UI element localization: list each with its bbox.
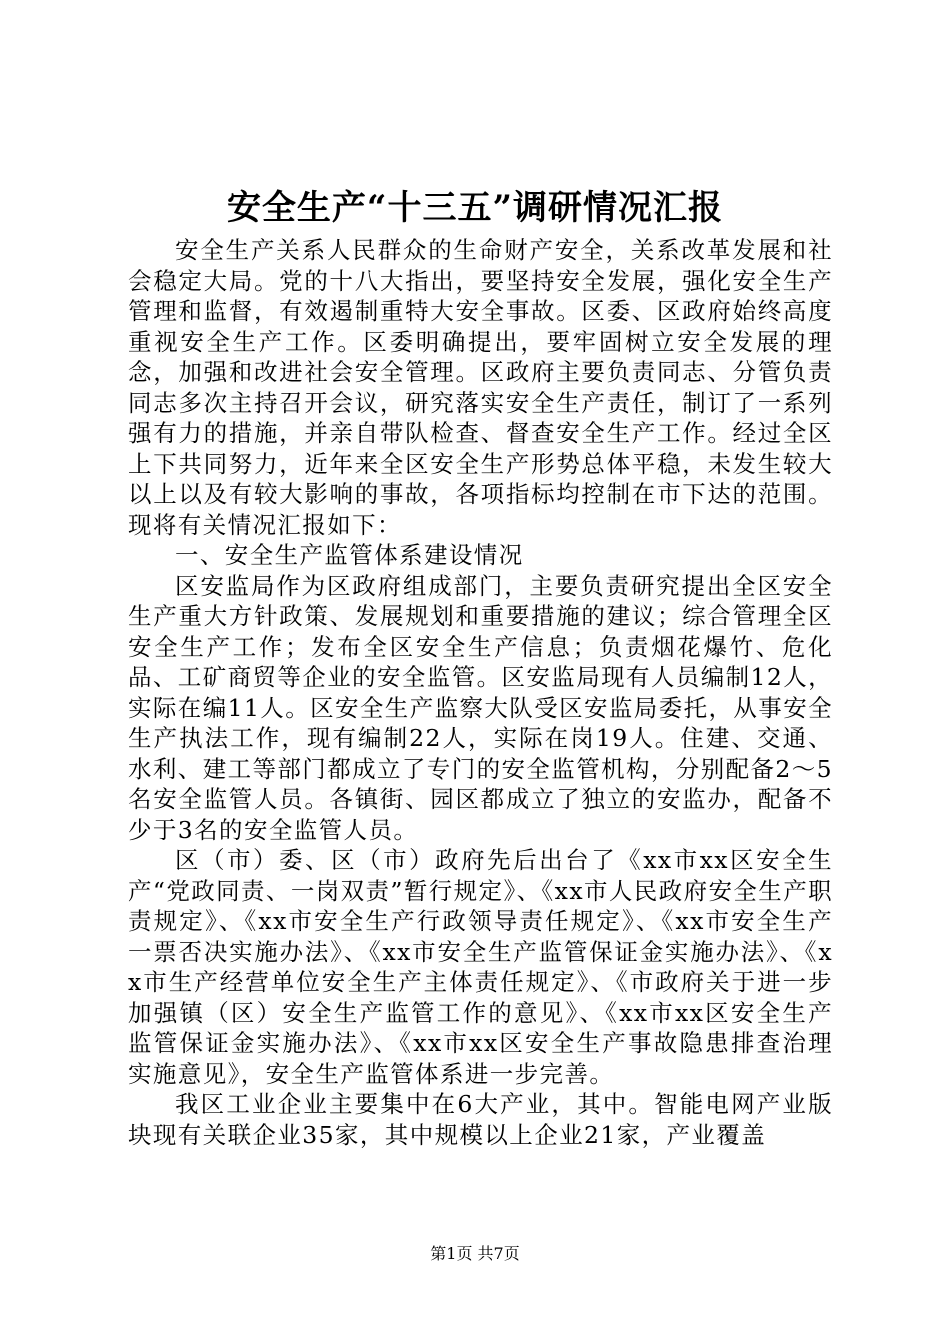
- body-paragraph: 区（市）委、区（市）政府先后出台了《xx市xx区安全生产“党政同责、一岗双责”暂行规定》、《xx市人民政府安全生产职责规定》、《xx市安全生产行政领导责任规定》、《xx市安全生产一票否决实施办法》、《xx市安全生产监管保证金实施办法》、《xx市生产经营单位安全生产主体责任规定》、《市政府关于进一步加强镇（区）安全生产监管工作的意见》、《xx市xx区安全生产监管保证金实施办法》、《xx市xx区安全生产事故隐患排查治理实施意见》，安全生产监管体系进一步完善。: [128, 846, 833, 1088]
- document-title: 安全生产“十三五”调研情况汇报: [226, 188, 724, 228]
- body-paragraph: 我区工业企业主要集中在6大产业，其中。智能电网产业版块现有关联企业35家，其中规模以上企业21家，产业覆盖: [128, 1090, 833, 1149]
- body-paragraph: 区安监局作为区政府组成部门，主要负责研究提出全区安全生产重大方针政策、发展规划和重要措施的建议；综合管理全区安全生产工作；发布全区安全生产信息；负责烟花爆竹、危化品、工矿商贸等企业的安全监管。区安监局现有人员编制12人，实际在编11人。区安全生产监察大队受区安监局委托，从事安全生产执法工作，现有编制22人，实际在岗19人。住建、交通、水利、建工等部门都成立了专门的安全监管机构，分别配备2～5名安全监管人员。各镇街、园区都成立了独立的安监办，配备不少于3名的安全监管人员。: [128, 571, 834, 844]
- section-heading-1: 一、安全生产监管体系建设情况: [175, 541, 524, 569]
- intro-paragraph: 安全生产关系人民群众的生命财产安全，关系改革发展和社会稳定大局。党的十八大指出，要坚持安全发展，强化安全生产管理和监督，有效遏制重特大安全事故。区委、区政府始终高度重视安全生产工作。区委明确提出，要牢固树立安全发展的理念，加强和改进社会安全管理。区政府主要负责同志、分管负责同志多次主持召开会议，研究落实安全生产责任，制订了一系列强有力的措施，并亲自带队检查、督查安全生产工作。经过全区上下共同努力，近年来全区安全生产形势总体平稳，未发生较大以上以及有较大影响的事故，各项指标均控制在市下达的范围。现将有关情况汇报如下：: [128, 236, 833, 539]
- page-footer: 第1页 共7页: [430, 1244, 520, 1263]
- document-body: [128, 235, 833, 1150]
